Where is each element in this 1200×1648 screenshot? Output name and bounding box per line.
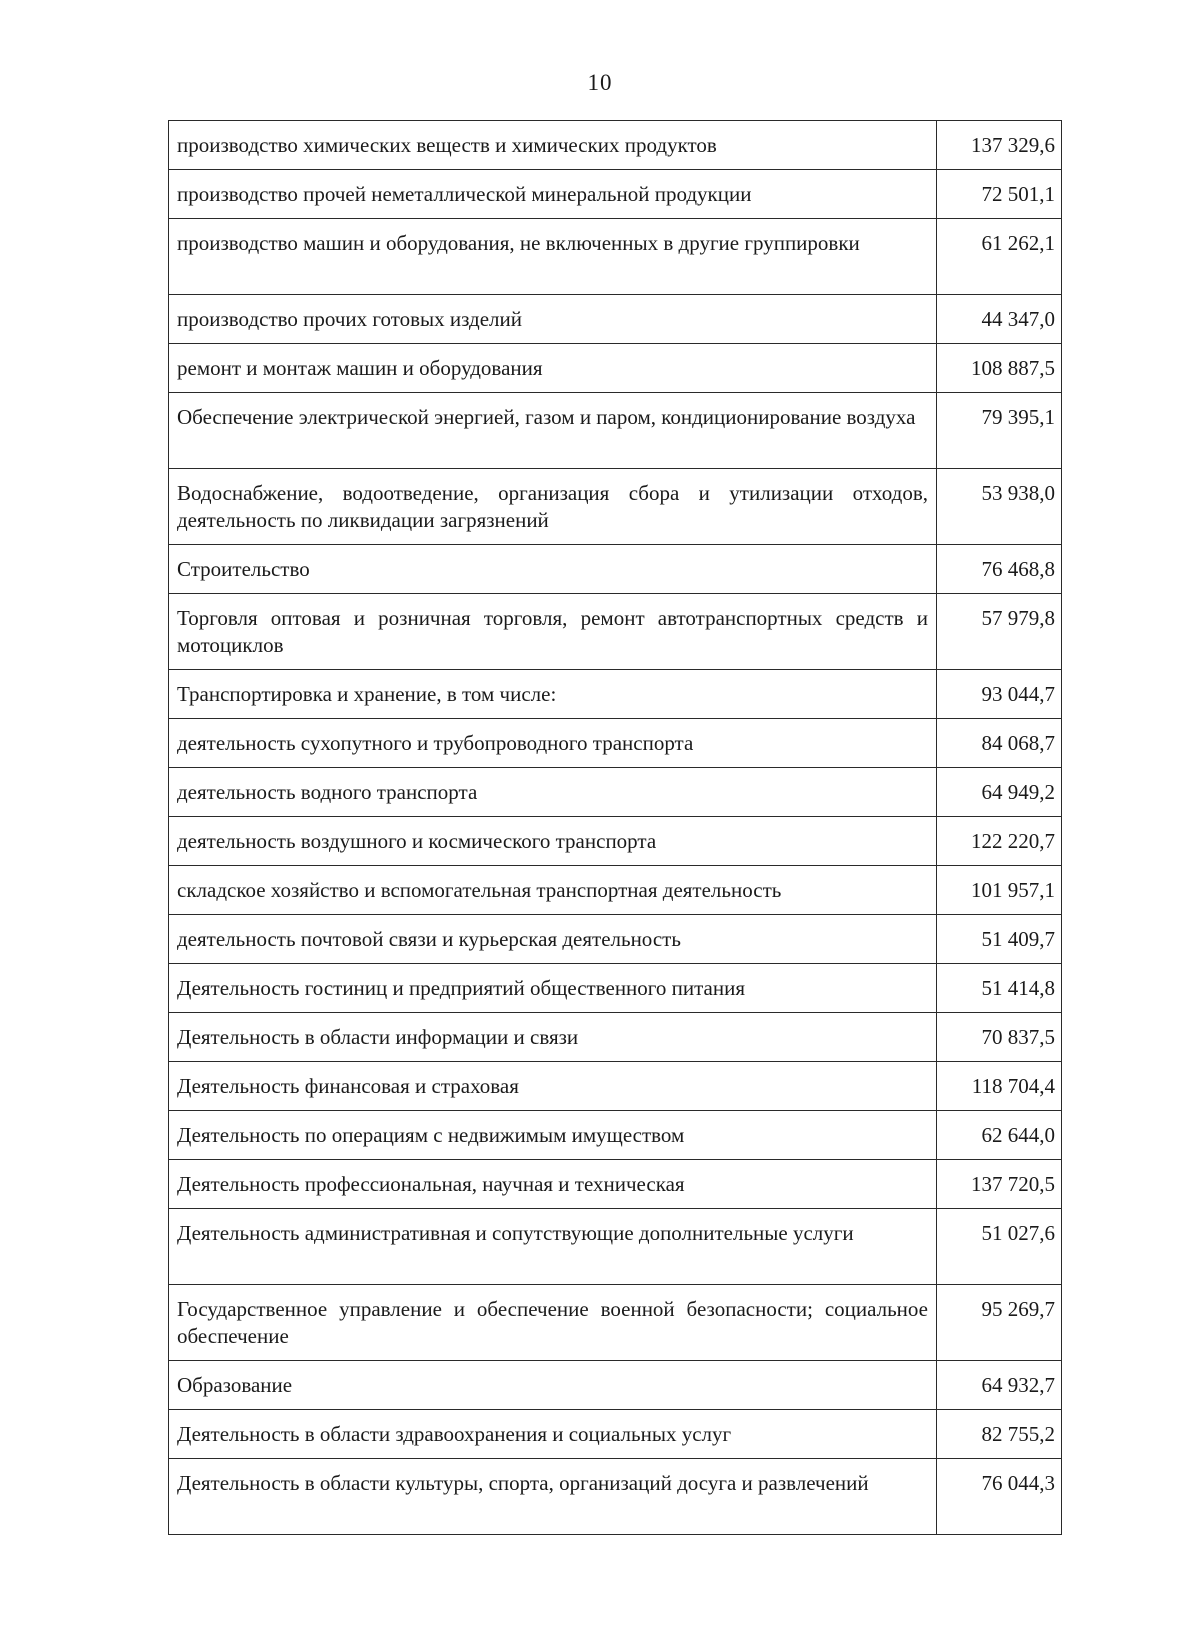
activity-name: Деятельность финансовая и страховая <box>169 1062 937 1111</box>
table-row <box>169 170 1062 219</box>
activity-name: Деятельность гостиниц и предприятий общественного питания <box>169 964 937 1013</box>
activity-name: деятельность водного транспорта <box>169 768 937 817</box>
activity-value: 61 262,1 <box>937 219 1062 295</box>
table-row <box>169 1285 1062 1361</box>
activity-name: деятельность сухопутного и трубопроводного транспорта <box>169 719 937 768</box>
activity-name: Деятельность в области информации и связи <box>169 1013 937 1062</box>
table-row <box>169 817 1062 866</box>
table-row <box>169 594 1062 670</box>
activity-name: деятельность воздушного и космического транспорта <box>169 817 937 866</box>
table-row <box>169 1160 1062 1209</box>
data-table <box>168 120 1062 1535</box>
table-row <box>169 1111 1062 1160</box>
activity-name: производство машин и оборудования, не включенных в другие группировки <box>169 219 937 295</box>
activity-name: деятельность почтовой связи и курьерская деятельность <box>169 915 937 964</box>
activity-value: 118 704,4 <box>937 1062 1062 1111</box>
table-row <box>169 1410 1062 1459</box>
table-row <box>169 393 1062 469</box>
activity-value: 57 979,8 <box>937 594 1062 670</box>
activity-name: Деятельность в области культуры, спорта, организаций досуга и развлечений <box>169 1459 937 1535</box>
activity-value: 101 957,1 <box>937 866 1062 915</box>
activity-name: Государственное управление и обеспечение военной безопасности; социальное обеспечение <box>169 1285 937 1361</box>
activity-value: 76 468,8 <box>937 545 1062 594</box>
activity-value: 51 409,7 <box>937 915 1062 964</box>
activity-value: 72 501,1 <box>937 170 1062 219</box>
activity-name: Деятельность в области здравоохранения и социальных услуг <box>169 1410 937 1459</box>
activity-value: 51 414,8 <box>937 964 1062 1013</box>
activity-value: 95 269,7 <box>937 1285 1062 1361</box>
activity-name: Строительство <box>169 545 937 594</box>
table-row <box>169 219 1062 295</box>
table-row <box>169 915 1062 964</box>
activity-name: производство химических веществ и химических продуктов <box>169 121 937 170</box>
activity-name: Водоснабжение, водоотведение, организация сбора и утилизации отходов, деятельность по ликвидации загрязнений <box>169 469 937 545</box>
table-row <box>169 1062 1062 1111</box>
activity-value: 84 068,7 <box>937 719 1062 768</box>
activity-value: 108 887,5 <box>937 344 1062 393</box>
table-row <box>169 866 1062 915</box>
table-row <box>169 1361 1062 1410</box>
table-row <box>169 1459 1062 1535</box>
activity-value: 64 932,7 <box>937 1361 1062 1410</box>
table-row <box>169 121 1062 170</box>
activity-name: Образование <box>169 1361 937 1410</box>
activity-name: Деятельность административная и сопутствующие дополнительные услуги <box>169 1209 937 1285</box>
activity-value: 76 044,3 <box>937 1459 1062 1535</box>
table-row <box>169 768 1062 817</box>
activity-name: Транспортировка и хранение, в том числе: <box>169 670 937 719</box>
activity-name: Обеспечение электрической энергией, газом и паром, кондиционирование воздуха <box>169 393 937 469</box>
activity-value: 53 938,0 <box>937 469 1062 545</box>
activity-name: складское хозяйство и вспомогательная транспортная деятельность <box>169 866 937 915</box>
activity-name: производство прочих готовых изделий <box>169 295 937 344</box>
activity-value: 62 644,0 <box>937 1111 1062 1160</box>
activity-value: 44 347,0 <box>937 295 1062 344</box>
activity-name: Деятельность профессиональная, научная и техническая <box>169 1160 937 1209</box>
table-row <box>169 344 1062 393</box>
activity-value: 93 044,7 <box>937 670 1062 719</box>
activity-value: 79 395,1 <box>937 393 1062 469</box>
table-row <box>169 719 1062 768</box>
activity-value: 122 220,7 <box>937 817 1062 866</box>
activity-value: 137 720,5 <box>937 1160 1062 1209</box>
table-row <box>169 1209 1062 1285</box>
activity-name: производство прочей неметаллической минеральной продукции <box>169 170 937 219</box>
table-row <box>169 545 1062 594</box>
activity-value: 82 755,2 <box>937 1410 1062 1459</box>
table-row <box>169 1013 1062 1062</box>
activity-name: Торговля оптовая и розничная торговля, ремонт автотранспортных средств и мотоциклов <box>169 594 937 670</box>
table-row <box>169 295 1062 344</box>
activity-name: Деятельность по операциям с недвижимым имуществом <box>169 1111 937 1160</box>
table-row <box>169 469 1062 545</box>
table-row <box>169 670 1062 719</box>
activity-value: 51 027,6 <box>937 1209 1062 1285</box>
page-number: 10 <box>587 70 613 95</box>
activity-value: 64 949,2 <box>937 768 1062 817</box>
activity-value: 137 329,6 <box>937 121 1062 170</box>
activity-value: 70 837,5 <box>937 1013 1062 1062</box>
table-row <box>169 964 1062 1013</box>
activity-name: ремонт и монтаж машин и оборудования <box>169 344 937 393</box>
